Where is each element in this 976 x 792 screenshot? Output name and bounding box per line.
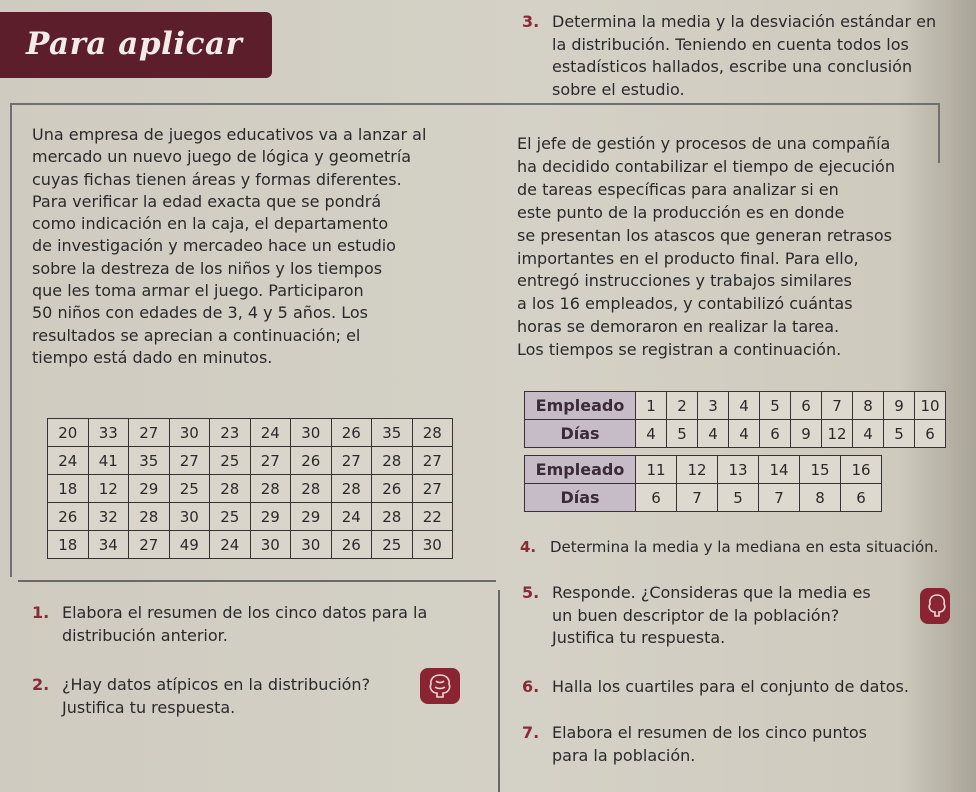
- question-6: 6. Halla los cuartiles para el conjunto de datos.: [522, 676, 909, 699]
- question-5: 5. Responde. ¿Consideras que la media es un buen descriptor de la población? Justifica tu respuesta.: [522, 583, 871, 647]
- question-number: 4.: [520, 538, 537, 556]
- question-3: 3. Determina la media y la desviación estándar en la distribución. Teniendo en cuenta todos los estadísticos hallados, escribe una conclusión sobre el estudio.: [522, 12, 937, 99]
- question-number: 6.: [522, 677, 540, 696]
- table-row: Empleado 11 12 13 14 15 16: [525, 456, 882, 484]
- brain-icon: [920, 588, 950, 624]
- intro-left-paragraph: Una empresa de juegos educativos va a lanzar al mercado un nuevo juego de lógica y geometría cuyas fichas tienen áreas y formas diferentes. Para verificar la edad exacta que se pondrá como indicación en la caja, el departamento de investigación y mercadeo hace un estudio sobre la destreza de los niños y los tiempos que les toma armar el juego. Participaron 50 niños con edades de 3, 4 y 5 años. Los resultados se aprecian a continuación; el tiempo está dado en minutos.: [32, 125, 427, 367]
- frame-line: [10, 103, 12, 577]
- question-number: 5.: [522, 583, 540, 602]
- frame-line: [10, 103, 940, 105]
- table-row: 18 12 29 25 28 28 28 28 26 27: [48, 475, 453, 503]
- question-number: 7.: [522, 723, 540, 742]
- section-title: Para aplicar: [26, 26, 243, 62]
- question-number: 3.: [522, 12, 540, 31]
- employee-table-2: [524, 455, 882, 512]
- table-row: 18 34 27 49 24 30 30 26 25 30: [48, 531, 453, 559]
- table-row: 24 41 35 27 25 27 26 27 28 27: [48, 447, 453, 475]
- divider: [18, 580, 496, 582]
- brain-icon: [420, 668, 460, 704]
- employee-table-1: [524, 391, 946, 448]
- question-number: 2.: [32, 675, 50, 694]
- frame-line: [938, 103, 940, 163]
- question-7: 7. Elabora el resumen de los cinco puntos para la población.: [522, 723, 867, 765]
- table-row: Días 4 5 4 4 6 9 12 4 5 6: [525, 420, 946, 448]
- table-row: 20 33 27 30 23 24 30 26 35 28: [48, 419, 453, 447]
- divider: [498, 590, 500, 792]
- section-banner: [0, 12, 272, 78]
- question-number: 1.: [32, 603, 50, 622]
- intro-right-paragraph: El jefe de gestión y procesos de una compañía ha decidido contabilizar el tiempo de ejecución de tareas específicas para analizar si en este punto de la producción es en donde se presentan los atascos que generan retrasos importantes en el producto final. Para ello, entregó instrucciones y trabajos similares a los 16 empleados, y contabilizó cuántas horas se demoraron en realizar la tarea. Los tiempos se registran a continuación.: [517, 134, 895, 360]
- times-table: [47, 418, 453, 559]
- question-4: 4. Determina la media y la mediana en esta situación.: [520, 536, 938, 559]
- table-row: 26 32 28 30 25 29 29 24 28 22: [48, 503, 453, 531]
- question-1: 1. Elabora el resumen de los cinco datos para la distribución anterior.: [32, 603, 428, 645]
- question-2: 2. ¿Hay datos atípicos en la distribución? Justifica tu respuesta.: [32, 675, 371, 717]
- table-row: Días 6 7 5 7 8 6: [525, 484, 882, 512]
- table-row: Empleado 1 2 3 4 5 6 7 8 9 10: [525, 392, 946, 420]
